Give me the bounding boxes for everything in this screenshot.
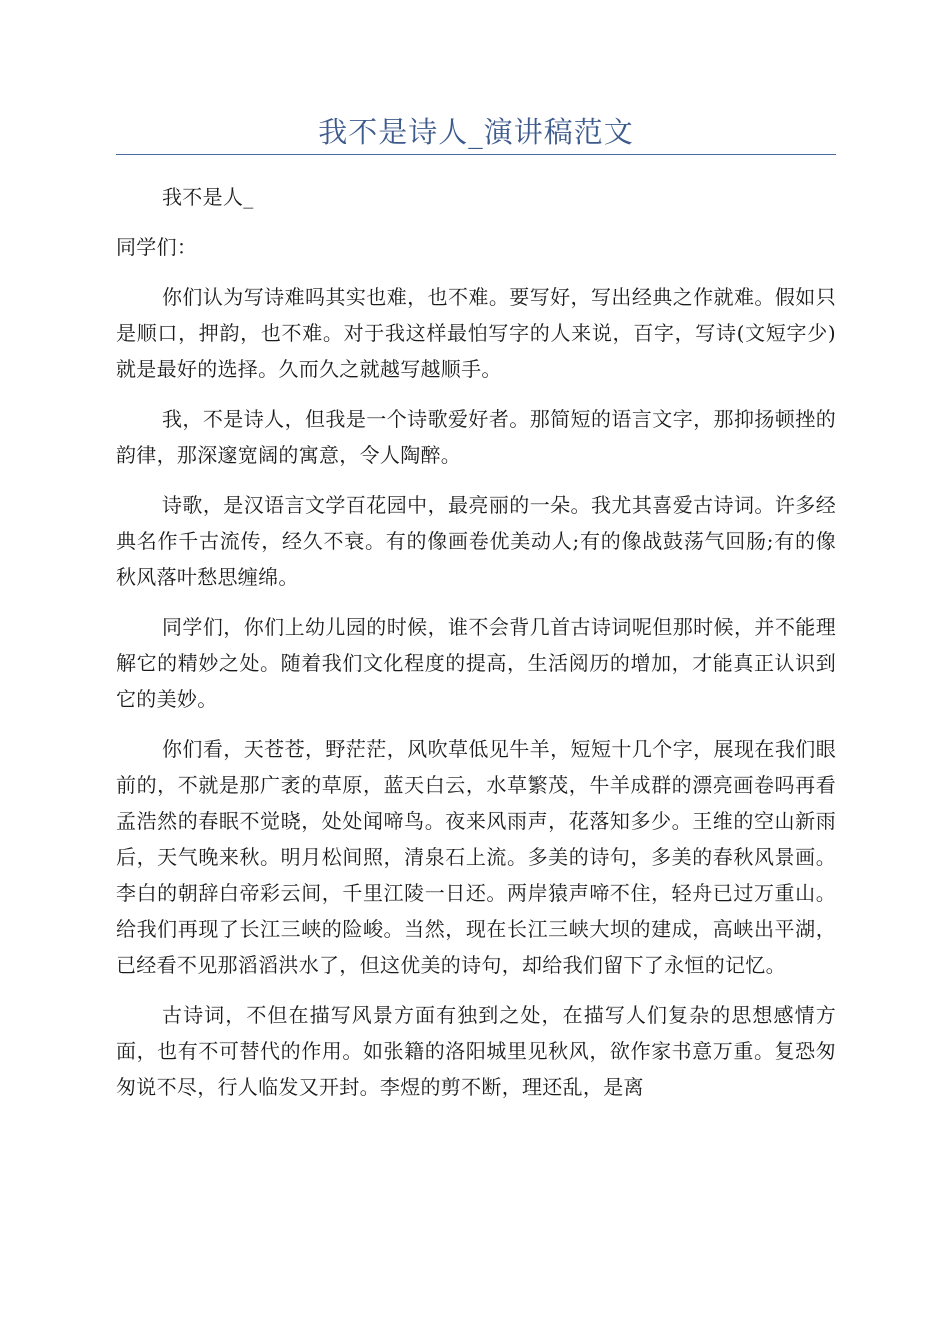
document-page	[116, 0, 836, 1105]
body-paragraph: 我，不是诗人，但我是一个诗歌爱好者。那简短的语言文字，那抑扬顿挫的韵律，那深邃宽阔的寓意，令人陶醉。	[116, 407, 836, 467]
title-underline	[116, 154, 836, 155]
document-title: 我不是诗人_演讲稿范文	[318, 115, 634, 149]
body-paragraph: 你们认为写诗难吗其实也难，也不难。要写好，写出经典之作就难。假如只是顺口，押韵，也不难。对于我这样最怕写字的人来说，百字，写诗(文短字少)就是最好的选择。久而久之就越写越顺手。	[116, 285, 836, 381]
body-paragraph: 诗歌，是汉语言文学百花园中，最亮丽的一朵。我尤其喜爱古诗词。许多经典名作千古流传，经久不衰。有的像画卷优美动人;有的像战鼓荡气回肠;有的像秋风落叶愁思缠绵。	[116, 493, 836, 589]
subtitle-paragraph: 我不是人_	[162, 185, 254, 209]
body-paragraph: 同学们，你们上幼儿园的时候，谁不会背几首古诗词呢但那时候，并不能理解它的精妙之处。随着我们文化程度的提高，生活阅历的增加，才能真正认识到它的美妙。	[116, 615, 836, 711]
body-paragraph: 古诗词，不但在描写风景方面有独到之处，在描写人们复杂的思想感情方面，也有不可替代的作用。如张籍的洛阳城里见秋风，欲作家书意万重。复恐匆匆说不尽，行人临发又开封。李煜的剪不断，理还乱，是离	[116, 1003, 836, 1099]
greeting-paragraph: 同学们：	[116, 235, 198, 259]
body-paragraph: 你们看，天苍苍，野茫茫，风吹草低见牛羊，短短十几个字，展现在我们眼前的，不就是那广袤的草原，蓝天白云，水草繁茂，牛羊成群的漂亮画卷吗再看孟浩然的春眠不觉晓，处处闻啼鸟。夜来风雨声，花落知多少。王维的空山新雨后，天气晚来秋。明月松间照，清泉石上流。多美的诗句，多美的春秋风景画。李白的朝辞白帝彩云间，千里江陵一日还。两岸猿声啼不住，轻舟已过万重山。给我们再现了长江三峡的险峻。当然，现在长江三峡大坝的建成，高峡出平湖，已经看不见那滔滔洪水了，但这优美的诗句，却给我们留下了永恒的记忆。	[116, 737, 836, 977]
